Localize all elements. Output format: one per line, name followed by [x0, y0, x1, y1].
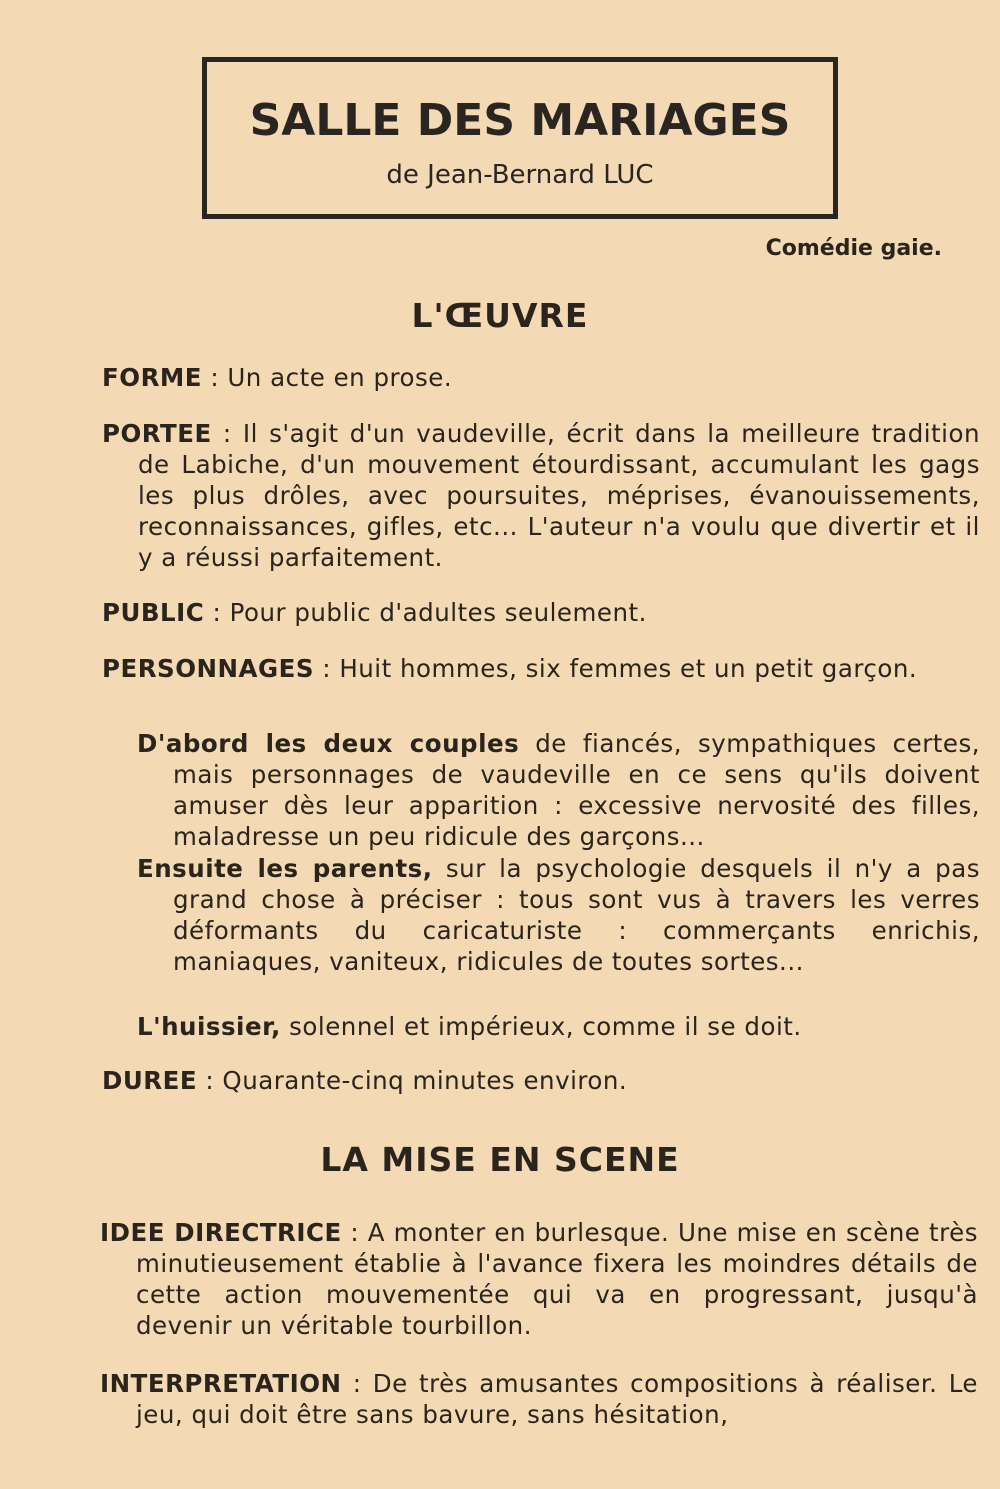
portee-label: PORTEE [102, 419, 212, 448]
interpretation-label: INTERPRETATION [100, 1369, 342, 1398]
forme-label: FORME [102, 363, 203, 392]
interpretation-text: : De très amusantes compositions à réaliser. Le jeu, qui doit être sans bavure, sans hésitation, [136, 1369, 978, 1429]
huissier-text: solennel et impérieux, comme il se doit. [280, 1012, 802, 1041]
personnages-text: : Huit hommes, six femmes et un petit garçon. [314, 654, 918, 683]
paragraph-duree [102, 1065, 980, 1096]
idee-label: IDEE DIRECTRICE [100, 1218, 342, 1247]
public-label: PUBLIC [102, 598, 205, 627]
title-box [202, 57, 838, 219]
personnages-label: PERSONNAGES [102, 654, 314, 683]
paragraph-forme [102, 362, 980, 393]
idee-text: : A monter en burlesque. Une mise en scène très minutieusement établie à l'avance fixera les moindres détails de cette action mouvementée qui va en progressant, jusqu'à devenir un véritable tourbillon. [136, 1218, 978, 1340]
play-title: SALLE DES MARIAGES [249, 95, 791, 146]
paragraph-couples [137, 728, 980, 852]
paragraph-interpretation [100, 1368, 978, 1430]
paragraph-huissier [137, 1011, 980, 1042]
couples-label: D'abord les deux couples [137, 729, 520, 758]
paragraph-parents [137, 853, 980, 977]
section-heading-oeuvre: L'ŒUVRE [411, 296, 589, 335]
duree-label: DUREE [102, 1066, 198, 1095]
public-text: : Pour public d'adultes seulement. [204, 598, 647, 627]
play-genre: Comédie gaie. [765, 236, 942, 261]
section-heading-mise-en-scene: LA MISE EN SCENE [320, 1140, 680, 1179]
parents-label: Ensuite les parents, [137, 854, 433, 883]
portee-text: : Il s'agit d'un vaudeville, écrit dans la meilleure tradition de Labiche, d'un mouvement étourdissant, accumulant les gags les plus drôles, avec poursuites, méprises, évanouissements, reconnaissances, gifles, etc... L'auteur n'a voulu que divertir et il y a réussi parfaitement. [138, 419, 980, 572]
huissier-label: L'huissier, [137, 1012, 281, 1041]
paragraph-public [102, 597, 980, 628]
paragraph-idee-directrice [100, 1217, 978, 1341]
paragraph-portee [102, 418, 980, 573]
parents-text: sur la psychologie desquels il n'y a pas grand chose à préciser : tous sont vus à travers les verres déformants du caricaturiste : commerçants enrichis, maniaques, vaniteux, ridicules de toutes sortes... [173, 854, 980, 976]
forme-text: : Un acte en prose. [202, 363, 453, 392]
duree-text: : Quarante-cinq minutes environ. [197, 1066, 628, 1095]
couples-text: de fiancés, sympathiques certes, mais personnages de vaudeville en ce sens qu'ils doivent amuser dès leur apparition : excessive nervosité des filles, maladresse un peu ridicule des garçons... [173, 729, 980, 851]
paragraph-personnages [102, 653, 980, 684]
play-author: de Jean-Bernard LUC [386, 160, 654, 190]
